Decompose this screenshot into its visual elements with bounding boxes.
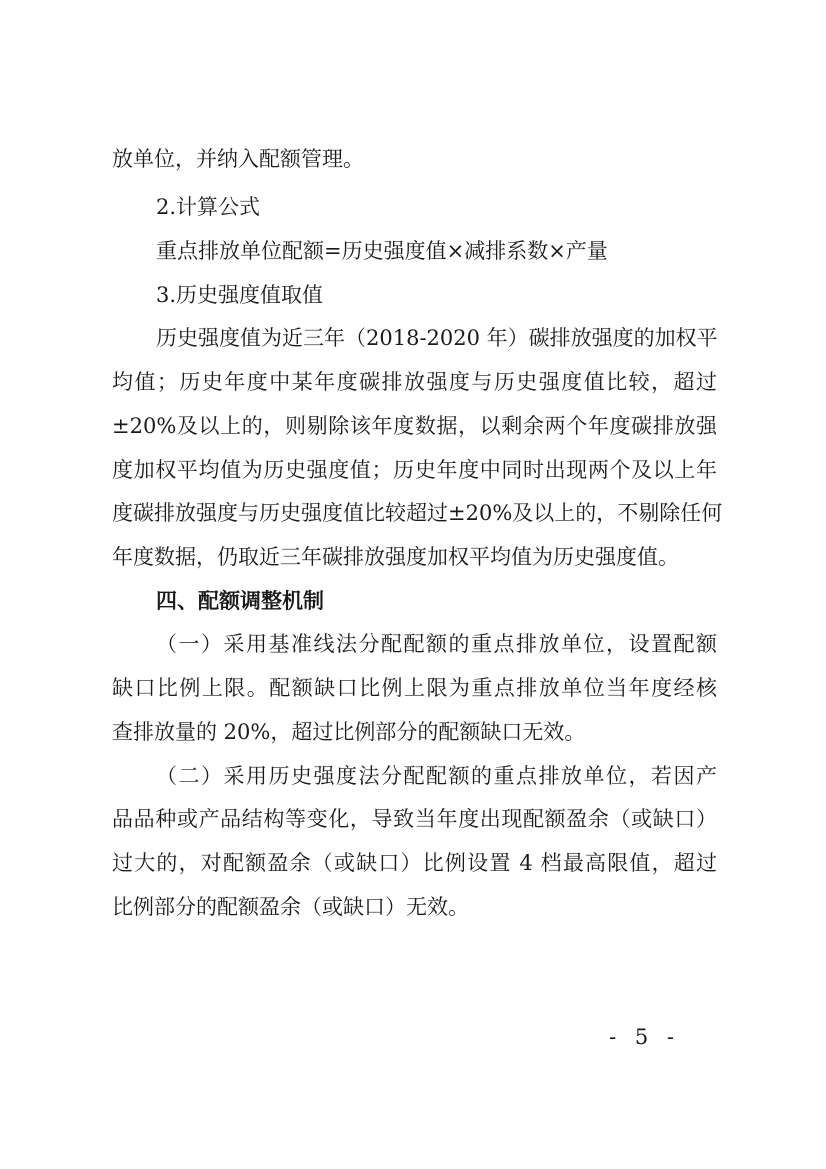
paragraph-line: 过大的，对配额盈余（或缺口）比例设置 4 档最高限值，超过: [112, 851, 717, 875]
section-heading-historical-intensity: 3.历史强度值取值: [156, 283, 324, 307]
section-heading-quota-adjustment: 四、配额调整机制: [156, 588, 324, 613]
paragraph-line: 均值；历史年度中某年度碳排放强度与历史强度值比较，超过: [112, 370, 717, 394]
paragraph-line: ±20%及以上的，则剔除该年度数据，以剩余两个年度碳排放强: [112, 414, 717, 438]
paragraph-line: （二）采用历史强度法分配配额的重点排放单位，若因产: [156, 764, 717, 788]
paragraph-line: （一）采用基准线法分配配额的重点排放单位，设置配额: [156, 632, 717, 656]
formula-line: 重点排放单位配额=历史强度值×减排系数×产量: [156, 239, 608, 263]
paragraph-line: 放单位，并纳入配额管理。: [112, 147, 364, 171]
section-heading-calculation-formula: 2.计算公式: [156, 195, 261, 219]
paragraph-line: 度加权平均值为历史强度值；历史年度中同时出现两个及以上年: [112, 458, 717, 482]
paragraph-line: 比例部分的配额盈余（或缺口）无效。: [112, 895, 469, 919]
paragraph-line: 度碳排放强度与历史强度值比较超过±20%及以上的，不剔除任何: [112, 501, 723, 525]
page-number: - 5 -: [609, 1025, 680, 1049]
paragraph-line: 历史强度值为近三年（2018-2020 年）碳排放强度的加权平: [156, 326, 718, 350]
paragraph-line: 缺口比例上限。配额缺口比例上限为重点排放单位当年度经核: [112, 676, 717, 700]
paragraph-line: 品品种或产品结构等变化，导致当年度出现配额盈余（或缺口）: [112, 807, 717, 831]
paragraph-line: 查排放量的 20%，超过比例部分的配额缺口无效。: [112, 720, 586, 744]
paragraph-line: 年度数据，仍取近三年碳排放强度加权平均值为历史强度值。: [112, 545, 679, 569]
